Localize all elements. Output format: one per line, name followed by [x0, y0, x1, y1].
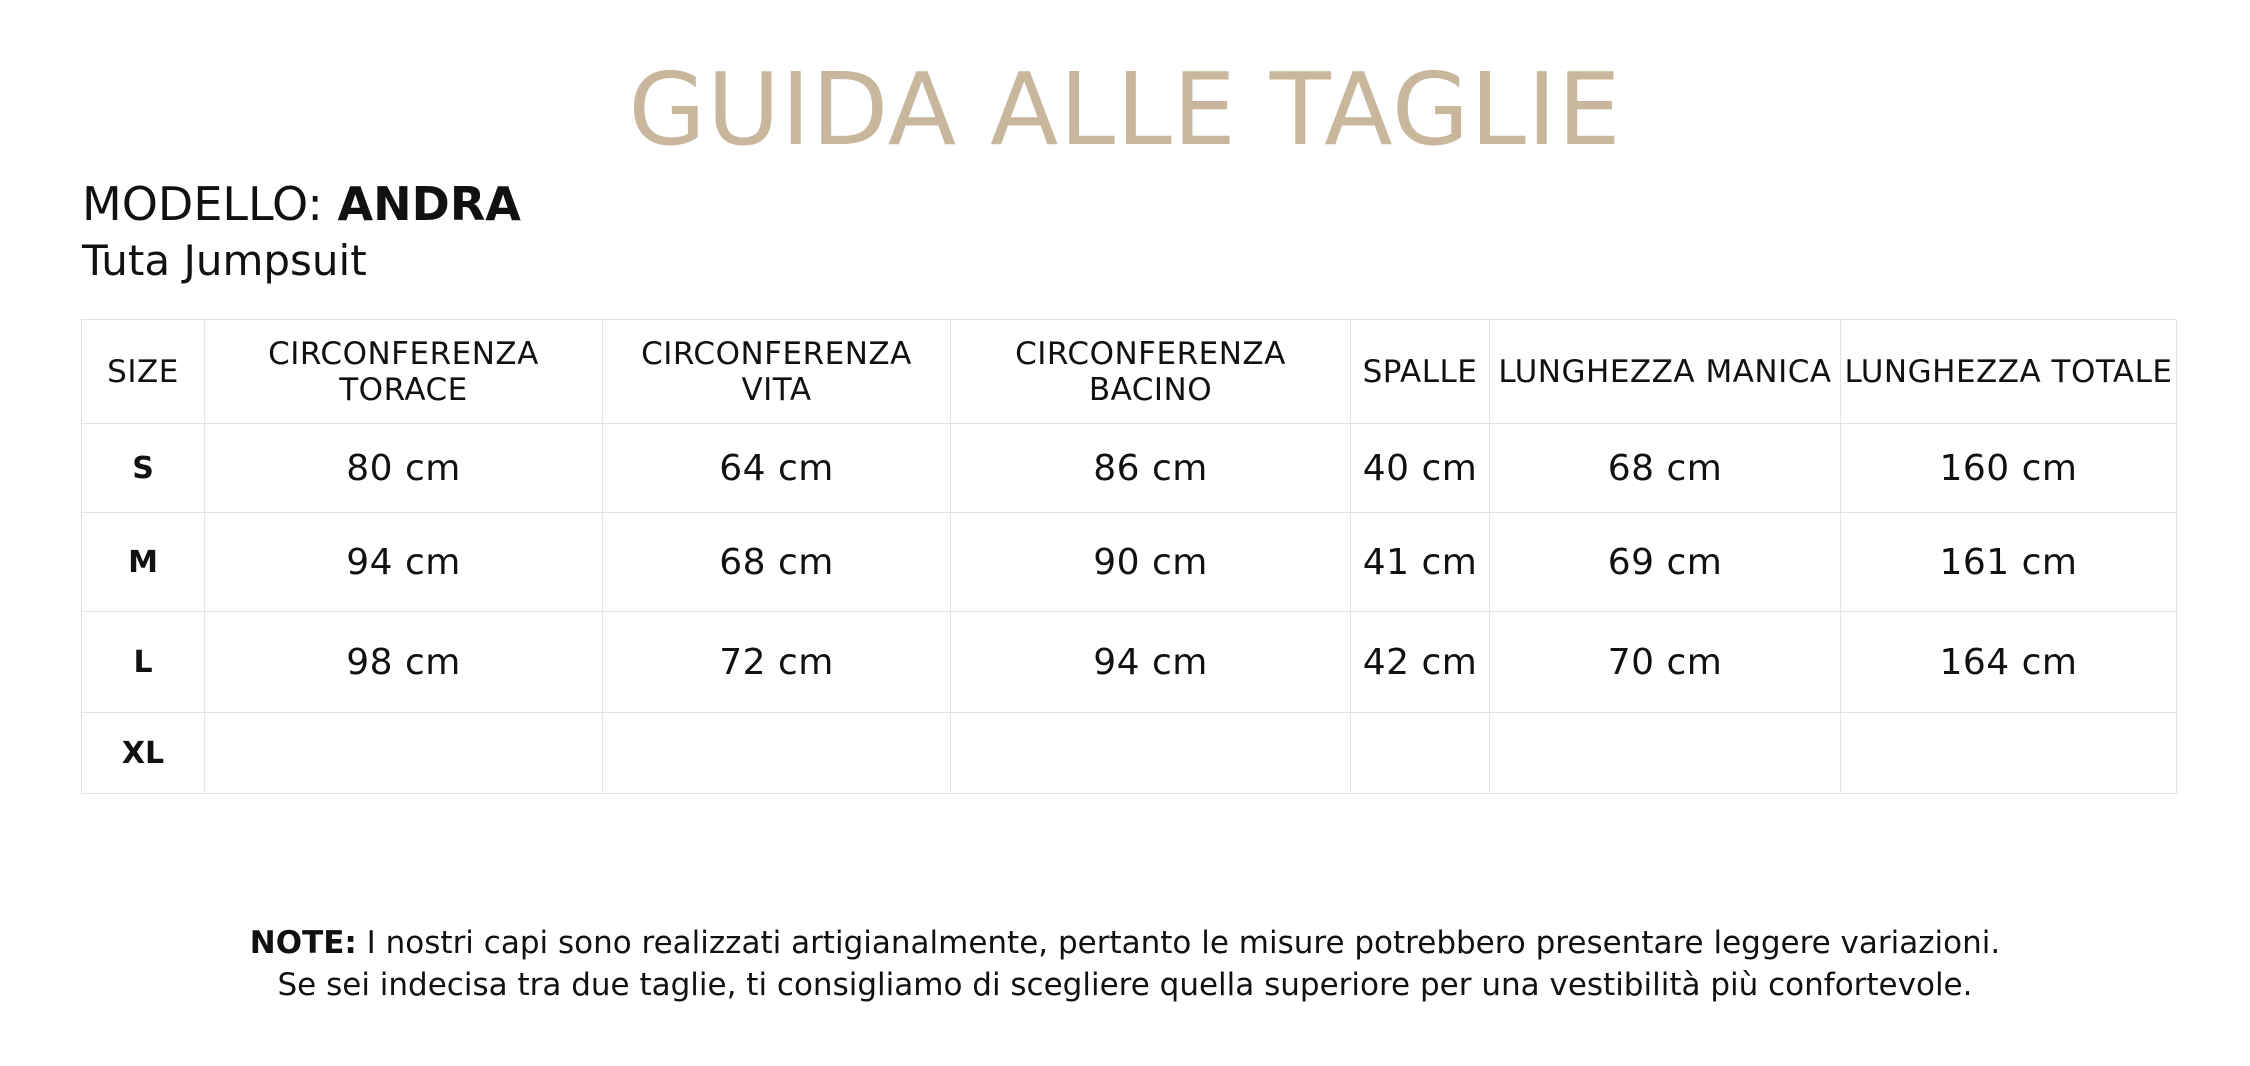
- note-line-1: [0, 922, 2250, 964]
- size-table: [81, 319, 2177, 794]
- page-title: GUIDA ALLE TAGLIE: [628, 51, 1622, 168]
- sleeve-length-cell: [1490, 713, 1841, 794]
- shoulders-cell: [1351, 713, 1490, 794]
- header-size: SIZE: [82, 320, 205, 424]
- chest-cell: [205, 713, 603, 794]
- note-block: [0, 922, 2250, 1006]
- note-line-2: Se sei indecisa tra due taglie, ti consigliamo di scegliere quella superiore per una vestibilità più confortevole.: [277, 967, 1973, 1003]
- table-header-row: [82, 320, 2177, 424]
- chest-cell: 98 cm: [205, 612, 603, 713]
- hips-cell: [951, 713, 1351, 794]
- size-cell: S: [82, 424, 205, 513]
- sleeve-length-cell: 68 cm: [1490, 424, 1841, 513]
- size-cell: M: [82, 513, 205, 612]
- table-row: [82, 612, 2177, 713]
- total-length-cell: 161 cm: [1841, 513, 2177, 612]
- model-line: [82, 176, 521, 232]
- hips-cell: 90 cm: [951, 513, 1351, 612]
- waist-cell: 72 cm: [603, 612, 951, 713]
- table-row: [82, 513, 2177, 612]
- note-label: NOTE:: [249, 925, 357, 961]
- total-length-cell: 164 cm: [1841, 612, 2177, 713]
- total-length-cell: [1841, 713, 2177, 794]
- header-shoulders: SPALLE: [1351, 320, 1490, 424]
- table-row: [82, 424, 2177, 513]
- size-cell: XL: [82, 713, 205, 794]
- header-hips: CIRCONFERENZA BACINO: [951, 320, 1351, 424]
- model-label: MODELLO:: [82, 177, 323, 231]
- sleeve-length-cell: 69 cm: [1490, 513, 1841, 612]
- chest-cell: 94 cm: [205, 513, 603, 612]
- hips-cell: 94 cm: [951, 612, 1351, 713]
- total-length-cell: 160 cm: [1841, 424, 2177, 513]
- model-name: ANDRA: [337, 177, 521, 231]
- header-total-length: LUNGHEZZA TOTALE: [1841, 320, 2177, 424]
- product-subtitle: Tuta Jumpsuit: [82, 236, 367, 285]
- size-cell: L: [82, 612, 205, 713]
- waist-cell: 68 cm: [603, 513, 951, 612]
- sleeve-length-cell: 70 cm: [1490, 612, 1841, 713]
- table-row: [82, 713, 2177, 794]
- chest-cell: 80 cm: [205, 424, 603, 513]
- shoulders-cell: 41 cm: [1351, 513, 1490, 612]
- shoulders-cell: 40 cm: [1351, 424, 1490, 513]
- header-sleeve-length: LUNGHEZZA MANICA: [1490, 320, 1841, 424]
- header-chest: CIRCONFERENZA TORACE: [205, 320, 603, 424]
- waist-cell: [603, 713, 951, 794]
- header-waist: CIRCONFERENZA VITA: [603, 320, 951, 424]
- shoulders-cell: 42 cm: [1351, 612, 1490, 713]
- waist-cell: 64 cm: [603, 424, 951, 513]
- hips-cell: 86 cm: [951, 424, 1351, 513]
- note-text-1: I nostri capi sono realizzati artigianalmente, pertanto le misure potrebbero presentare leggere variazioni.: [356, 925, 2001, 961]
